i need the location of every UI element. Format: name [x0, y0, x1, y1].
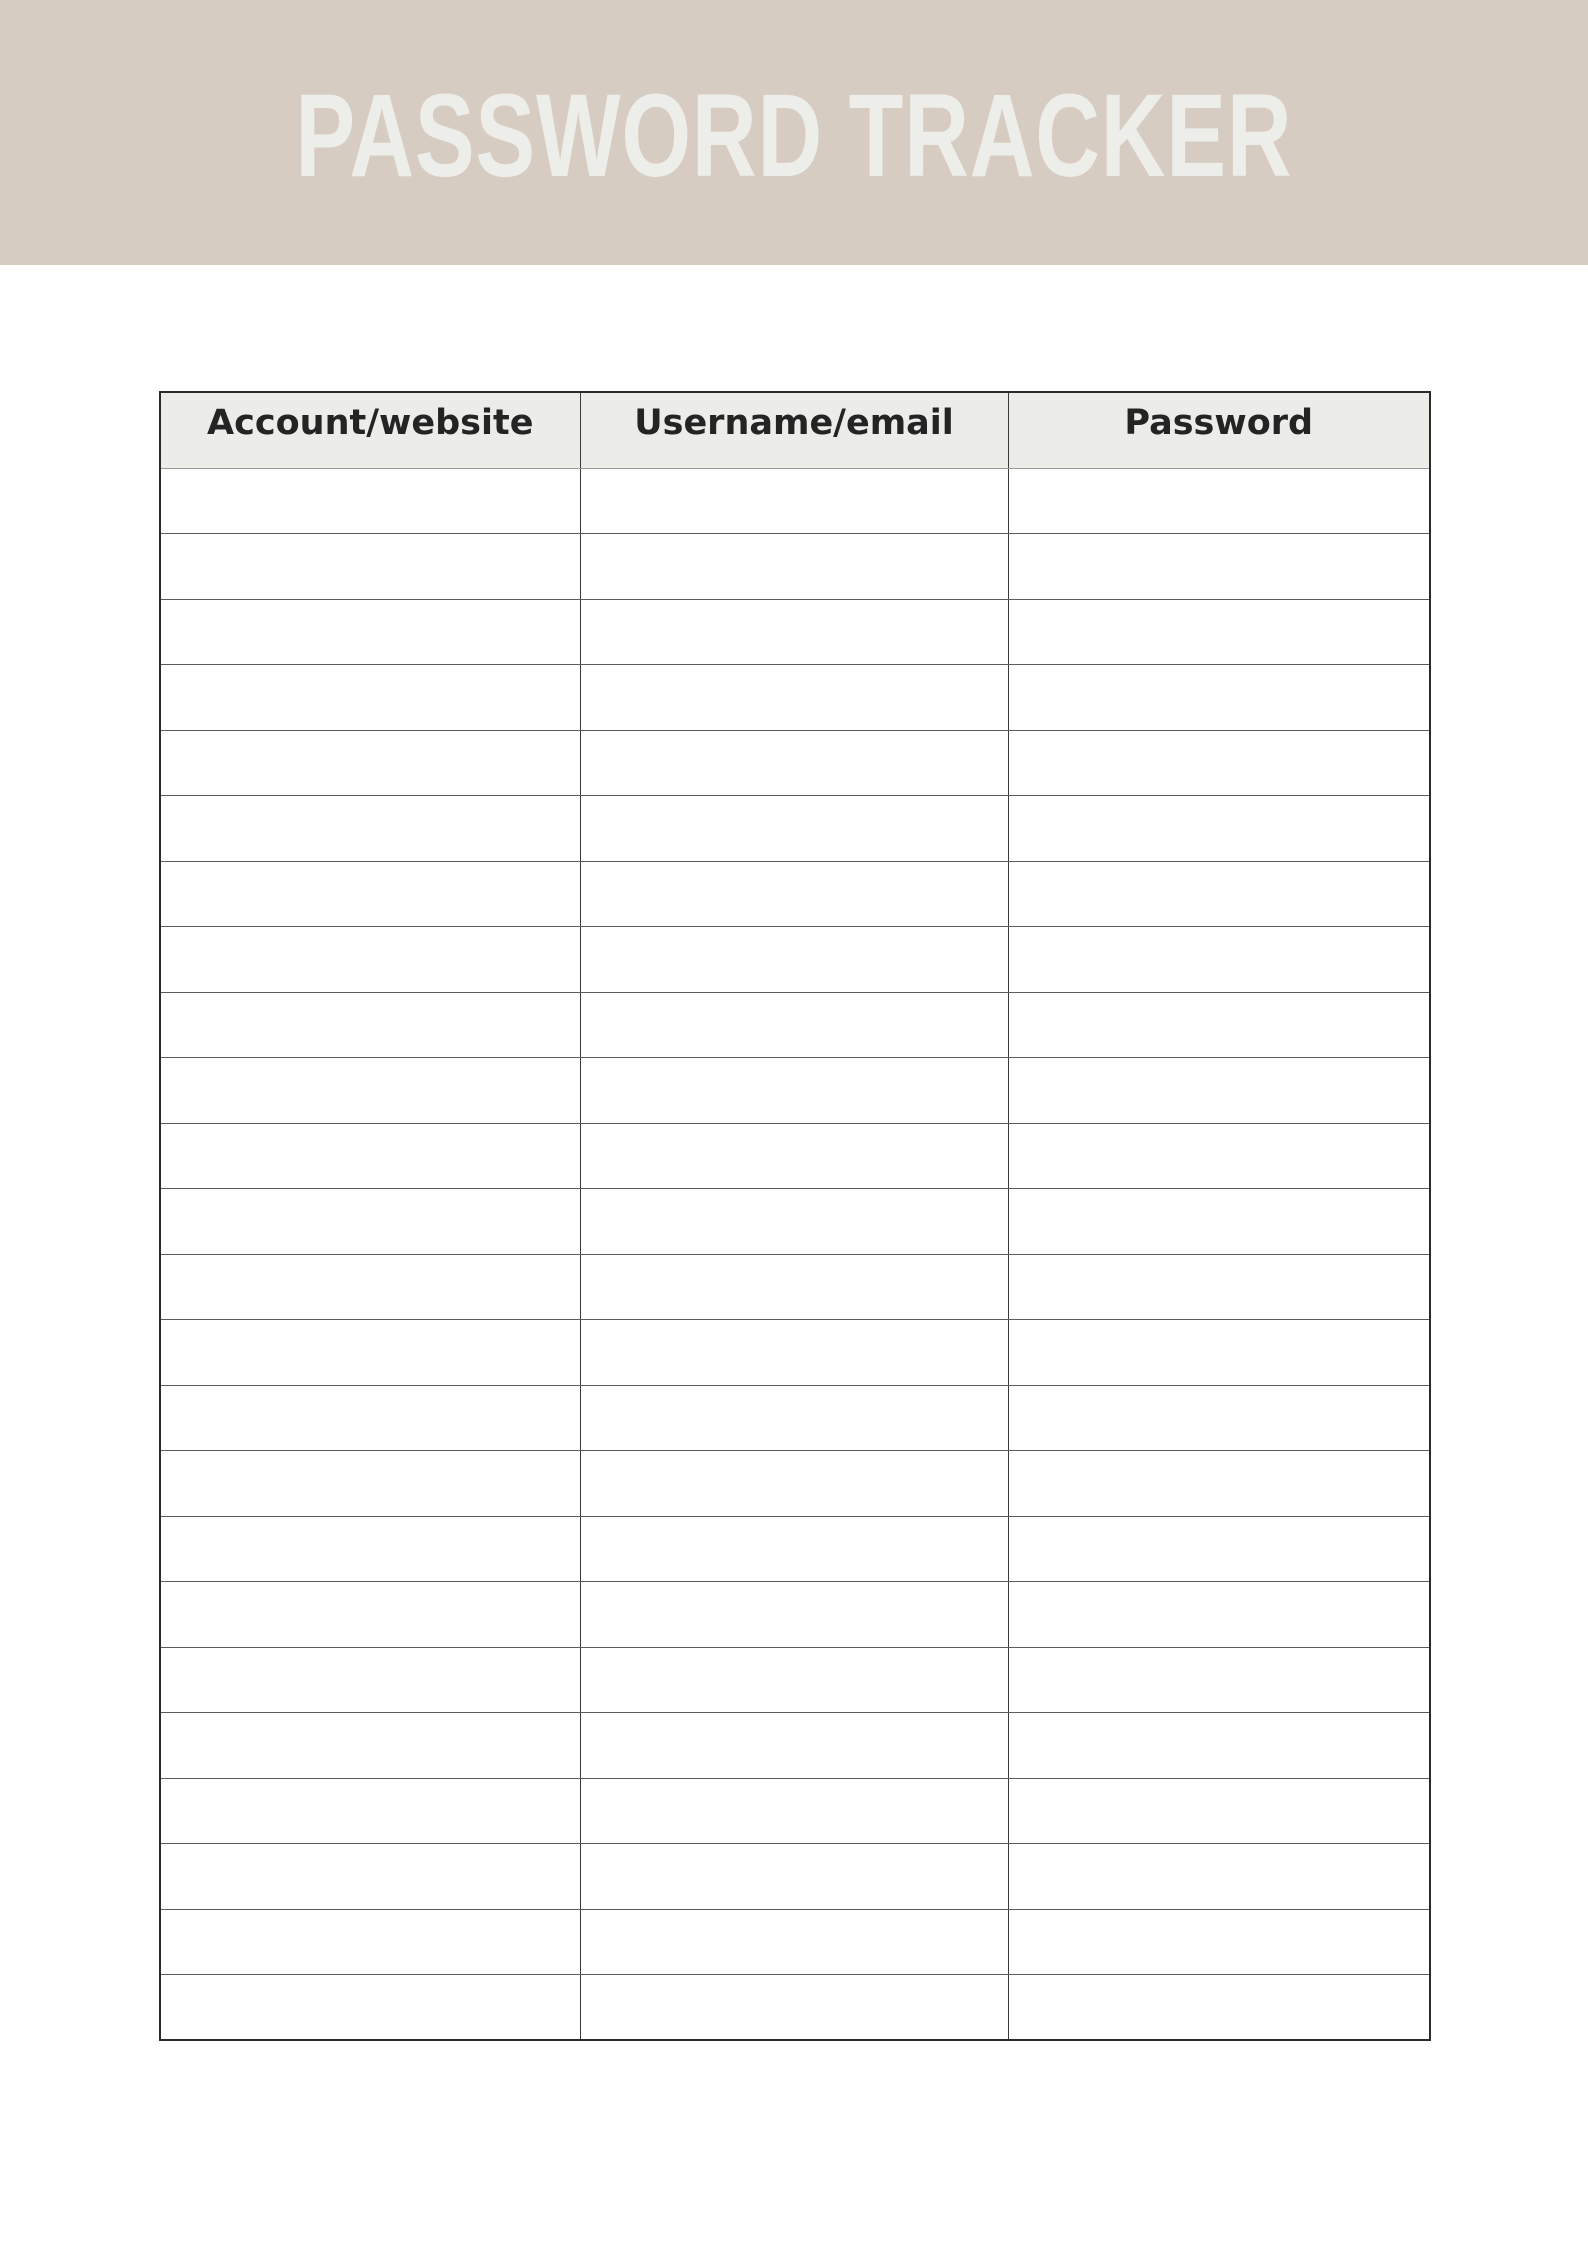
account-website-cell: [160, 730, 580, 796]
password-cell: [1008, 1451, 1430, 1517]
username-email-cell: [580, 927, 1008, 993]
account-website-cell: [160, 1516, 580, 1582]
password-cell: [1008, 730, 1430, 796]
table-row: [160, 1516, 1430, 1582]
username-email-cell: [580, 1778, 1008, 1844]
password-cell: [1008, 1123, 1430, 1189]
username-email-cell: [580, 796, 1008, 862]
table-row: [160, 1320, 1430, 1386]
password-cell: [1008, 992, 1430, 1058]
username-email-cell: [580, 665, 1008, 731]
table-row: [160, 1778, 1430, 1844]
account-website-cell: [160, 796, 580, 862]
account-website-cell: [160, 1189, 580, 1255]
password-cell: [1008, 1713, 1430, 1779]
username-email-cell: [580, 1451, 1008, 1517]
username-email-cell: [580, 1713, 1008, 1779]
password-cell: [1008, 1582, 1430, 1648]
table-row: [160, 1582, 1430, 1648]
username-email-cell: [580, 1647, 1008, 1713]
password-cell: [1008, 1058, 1430, 1124]
account-website-cell: [160, 1909, 580, 1975]
username-email-cell: [580, 468, 1008, 534]
table-row: [160, 796, 1430, 862]
account-website-cell: [160, 1713, 580, 1779]
table-row: [160, 861, 1430, 927]
account-website-cell: [160, 927, 580, 993]
column-header-password: Password: [1008, 392, 1430, 468]
table-row: [160, 1189, 1430, 1255]
username-email-cell: [580, 534, 1008, 600]
username-email-cell: [580, 1582, 1008, 1648]
password-cell: [1008, 796, 1430, 862]
account-website-cell: [160, 1058, 580, 1124]
username-email-cell: [580, 861, 1008, 927]
table-row: [160, 1713, 1430, 1779]
table-row: [160, 468, 1430, 534]
account-website-cell: [160, 861, 580, 927]
account-website-cell: [160, 992, 580, 1058]
password-cell: [1008, 1516, 1430, 1582]
account-website-cell: [160, 1582, 580, 1648]
account-website-cell: [160, 1320, 580, 1386]
table-row: [160, 1058, 1430, 1124]
table-row: [160, 1647, 1430, 1713]
account-website-cell: [160, 1123, 580, 1189]
table-body: [160, 468, 1430, 2040]
username-email-cell: [580, 1385, 1008, 1451]
table-row: [160, 1123, 1430, 1189]
username-email-cell: [580, 599, 1008, 665]
username-email-cell: [580, 1123, 1008, 1189]
password-cell: [1008, 599, 1430, 665]
table-row: [160, 1385, 1430, 1451]
account-website-cell: [160, 1451, 580, 1517]
username-email-cell: [580, 1058, 1008, 1124]
table-row: [160, 992, 1430, 1058]
account-website-cell: [160, 468, 580, 534]
username-email-cell: [580, 730, 1008, 796]
table-row: [160, 665, 1430, 731]
password-cell: [1008, 1844, 1430, 1910]
column-header-username-email: Username/email: [580, 392, 1008, 468]
table-row: [160, 1451, 1430, 1517]
account-website-cell: [160, 1647, 580, 1713]
password-cell: [1008, 861, 1430, 927]
username-email-cell: [580, 992, 1008, 1058]
username-email-cell: [580, 1189, 1008, 1255]
account-website-cell: [160, 1778, 580, 1844]
password-cell: [1008, 665, 1430, 731]
username-email-cell: [580, 1320, 1008, 1386]
table-row: [160, 1254, 1430, 1320]
account-website-cell: [160, 534, 580, 600]
password-cell: [1008, 1385, 1430, 1451]
account-website-cell: [160, 1385, 580, 1451]
table-row: [160, 599, 1430, 665]
password-cell: [1008, 1909, 1430, 1975]
password-cell: [1008, 927, 1430, 993]
password-cell: [1008, 1189, 1430, 1255]
table-row: [160, 1909, 1430, 1975]
column-header-account-website: Account/website: [160, 392, 580, 468]
table-row: [160, 927, 1430, 993]
account-website-cell: [160, 1844, 580, 1910]
username-email-cell: [580, 1909, 1008, 1975]
account-website-cell: [160, 1254, 580, 1320]
table-header-row: [160, 392, 1430, 468]
account-website-cell: [160, 665, 580, 731]
table-row: [160, 1844, 1430, 1910]
password-cell: [1008, 1647, 1430, 1713]
title-banner: [0, 0, 1588, 265]
table-row: [160, 534, 1430, 600]
username-email-cell: [580, 1975, 1008, 2041]
password-cell: [1008, 1320, 1430, 1386]
page-title: PASSWORD TRACKER: [295, 69, 1293, 202]
username-email-cell: [580, 1254, 1008, 1320]
account-website-cell: [160, 1975, 580, 2041]
username-email-cell: [580, 1516, 1008, 1582]
table-row: [160, 730, 1430, 796]
table-row: [160, 1975, 1430, 2041]
password-table: [159, 391, 1431, 2041]
password-cell: [1008, 468, 1430, 534]
username-email-cell: [580, 1844, 1008, 1910]
account-website-cell: [160, 599, 580, 665]
password-cell: [1008, 1778, 1430, 1844]
password-cell: [1008, 1975, 1430, 2041]
password-cell: [1008, 534, 1430, 600]
password-cell: [1008, 1254, 1430, 1320]
